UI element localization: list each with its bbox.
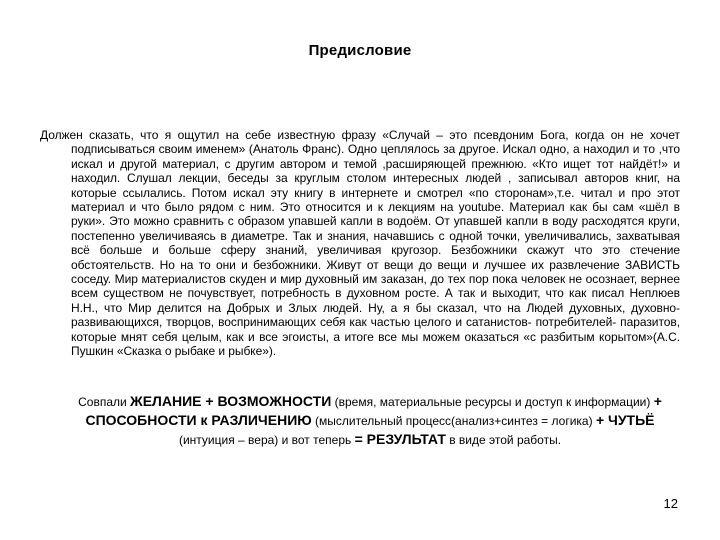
- conclusion-desire: ЖЕЛАНИЕ + ВОЗМОЖНОСТИ: [130, 393, 332, 409]
- page-number: 12: [663, 496, 678, 511]
- conclusion-result-note: в виде этой работы.: [445, 433, 562, 447]
- conclusion-intuition: + ЧУТЬЁ: [595, 412, 655, 428]
- conclusion-ability-note: (мыслительный процесс(анализ+синтез = логика): [311, 414, 596, 428]
- conclusion-paragraph: [70, 392, 670, 449]
- conclusion-intro: Совпали: [78, 395, 131, 409]
- conclusion-desire-note: (время, материальные ресурсы и доступ к информации): [331, 395, 654, 409]
- conclusion-ability: + СПОСОБНОСТИ к РАЗЛИЧЕНИЮ: [85, 393, 662, 428]
- body-paragraph: Должен сказать, что я ощутил на себе известную фразу «Случай – это псевдоним Бога, когда он не хочет подписываться своим именем» (Анатоль Франс). Одно цеплялось за другое. Искал одно, а находил и то ,что искал и другой материал, с другим автором и темой ,расширяющей прежнюю. «Кто ищет тот найдёт!» и находил. Слушал лекции, беседы за круглым столом интересных людей , записывал авторов книг, на которые ссылались. Потом искал эту книгу в интернете и смотрел «по сторонам»,т.е. читал и про этот материал и что было рядом с ним. Это относится и к лекциям на youtube. Материал как бы сам «шёл в руки». Это можно сравнить с образом упавшей капли в водоём. От упавшей капли в воду расходятся круги, постепенно увеличиваясь в диаметре. Так и знания, начавшись с одной точки, увеличивались, захватывая всё больше и больше сферу знаний, увеличивая кругозор. Безбожники скажут что это стечение обстоятельств. Но на то они и безбожники. Живут от вещи до вещи и лучшее их развлечение ЗАВИСТЬ соседу. Мир материалистов скуден и мир духовный им заказан, до тех пор пока человек не осознает, вернее всем существом не почувствует, потребность в духовном росте. А так и выходит, что как писал Неплюев Н.Н., что Мир делится на Добрых и Злых людей. Ну, а я бы сказал, что на Людей духовных, духовно-развивающихся, творцов, воспринимающих себя как частью целого и сатанистов- потребителей- паразитов, которые мнят себя целым, как и все эгоисты, а итоге все мы можем оказаться «с разбитым корытом»(А.С. Пушкин «Сказка о рыбаке и рыбке»).: [40, 128, 680, 359]
- conclusion-result: = РЕЗУЛЬТАТ: [354, 431, 446, 447]
- slide-title: Предисловие: [308, 42, 412, 59]
- conclusion-intuition-note: (интуиция – вера) и вот теперь: [178, 433, 355, 447]
